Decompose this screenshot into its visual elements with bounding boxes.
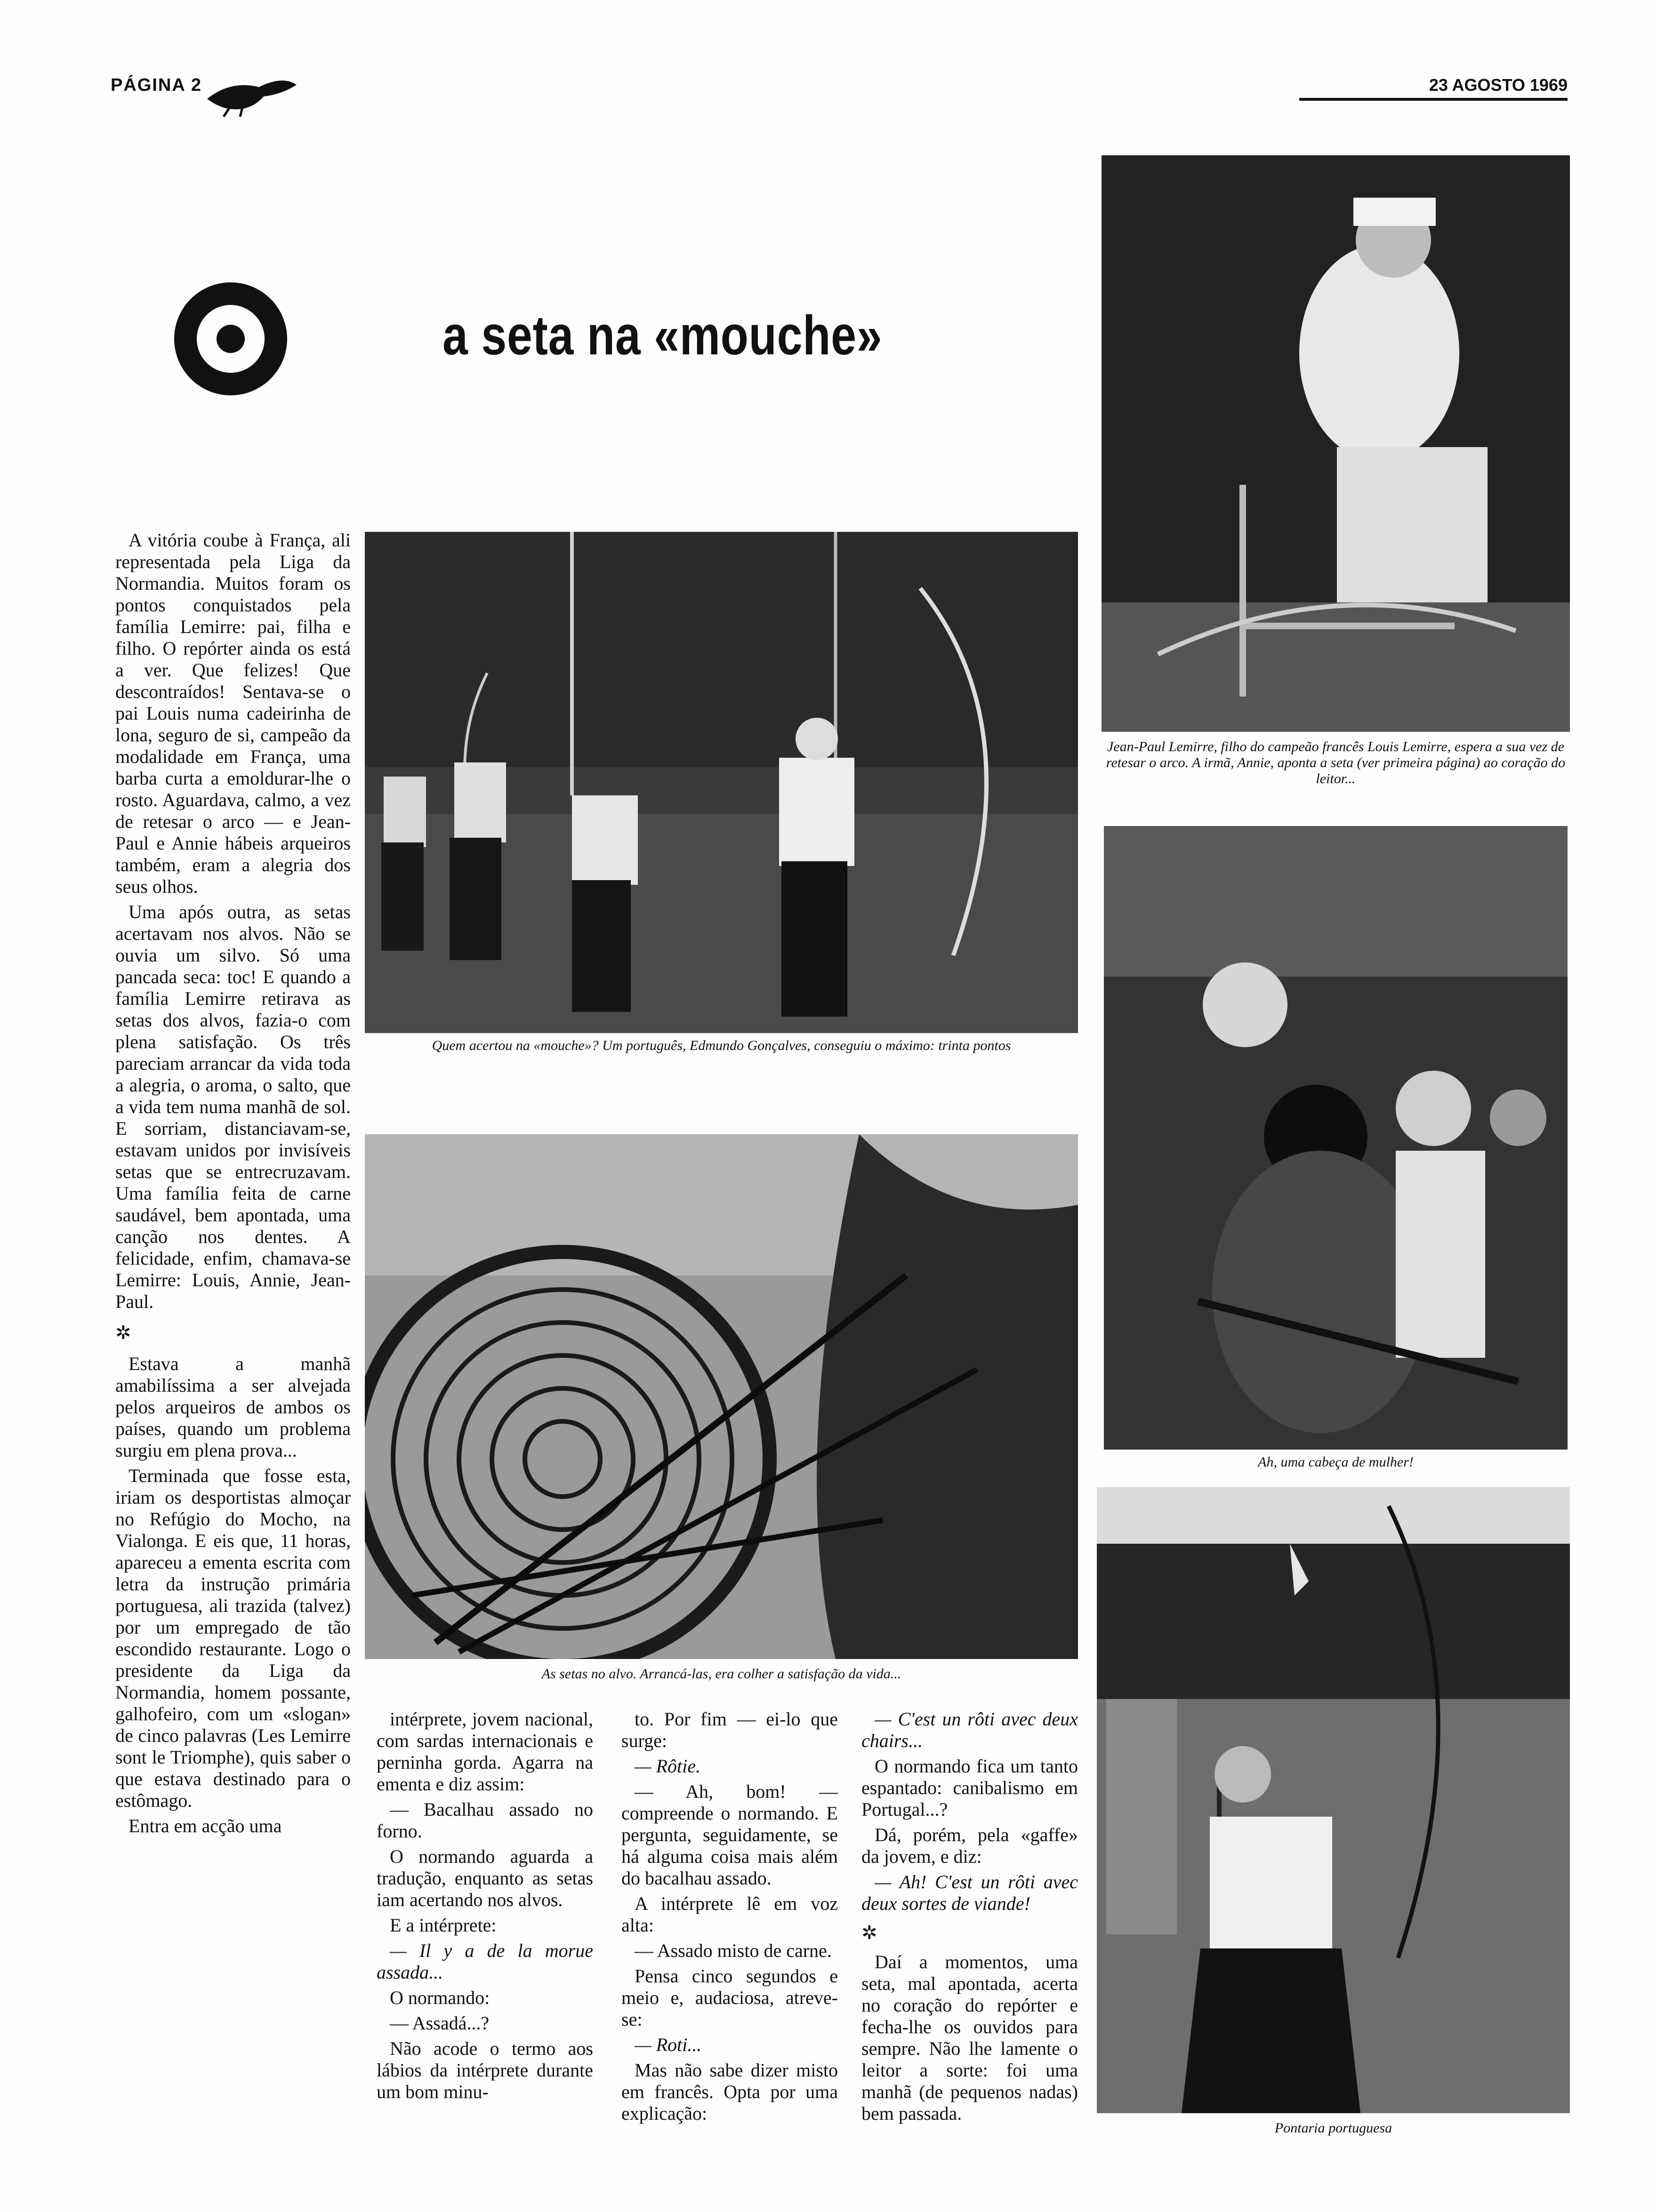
section-separator: ✲ xyxy=(861,1922,877,1943)
section-separator: ✲ xyxy=(115,1322,131,1343)
paragraph: — Roti... xyxy=(635,2034,702,2055)
page-label: PÁGINA 2 xyxy=(111,75,202,95)
paragraph: O normando aguarda a tradução, enquanto as setas iam acertando nos alvos. xyxy=(377,1846,593,1910)
caption-portuguese-archer: Pontaria portuguesa xyxy=(1274,2120,1392,2136)
paragraph: E a intérprete: xyxy=(390,1915,497,1936)
photo-portuguese-archer xyxy=(1097,1487,1570,2113)
paragraph: — Assado misto de carne. xyxy=(635,1940,832,1961)
paragraph: O normando fica um tanto espantado: canibalismo em Portugal...? xyxy=(861,1755,1078,1820)
target-emblem-icon xyxy=(174,282,287,395)
caption-seated-archer: Jean-Paul Lemirre, filho do campeão francês Louis Lemirre, espera a sua vez de retesar o arco. A irmã, Annie, aponta a seta (ver primeira página) ao coração do leitor... xyxy=(1106,739,1566,786)
bird-icon xyxy=(202,71,301,118)
issue-date: 23 AGOSTO 1969 xyxy=(1429,75,1568,95)
paragraph: intérprete, jovem nacional, com sardas internacionais e perninha gorda. Agarra na ementa e diz assim: xyxy=(377,1708,593,1795)
photo-archers xyxy=(365,532,1078,1033)
article-column-1 xyxy=(115,529,351,1841)
photo-target xyxy=(365,1134,1078,1659)
paragraph: — Ah, bom! — compreende o normando. E pergunta, seguidamente, se há alguma coisa mais além do bacalhau assado. xyxy=(621,1781,838,1889)
paragraph: — Bacalhau assado no forno. xyxy=(377,1799,593,1842)
paragraph: — C'est un rôti avec deux chairs... xyxy=(861,1708,1078,1751)
photo-spectators xyxy=(1104,826,1568,1450)
paragraph: Estava a manhã amabilíssima a ser alvejada pelos arqueiros de ambos os países, quando um problema surgiu em plena prova... xyxy=(115,1353,351,1461)
headline: a seta na «mouche» xyxy=(442,305,883,367)
paragraph: — Ah! C'est un rôti avec deux sortes de viande! xyxy=(861,1871,1078,1914)
paragraph: Uma após outra, as setas acertavam nos alvos. Não se ouvia um silvo. Só uma pancada seca: toc! E quando a família Lemirre retirava as setas dos alvos, fazia-o com plena satisfação. Os três pareciam arrancar da vida toda a alegria, o aroma, o salto, que a vida tem numa manhã de sol. E sorriam, distanciavam-se, estavam unidos por invisíveis setas que se entrecruzavam. Uma família feita de carne saudável, bem apontada, uma canção nos dentes. A felicidade, enfim, chamava-se Lemirre: Louis, Annie, Jean-Paul. xyxy=(115,901,351,1312)
paragraph: Dá, porém, pela «gaffe» da jovem, e diz: xyxy=(861,1824,1078,1867)
paragraph: Entra em acção uma xyxy=(129,1815,282,1836)
paragraph: — Rôtie. xyxy=(635,1755,700,1777)
photo-seated-archer xyxy=(1102,155,1570,732)
paragraph: A vitória coube à França, ali representada pela Liga da Normandia. Muitos foram os pontos conquistados pela família Lemirre: pai, filha e filho. O repórter ainda os está a ver. Que felizes! Que descontraídos! Sentava-se o pai Louis numa cadeirinha de lona, seguro de si, campeão da modalidade em França, uma barba curta a emoldurar-lhe o rosto. Aguardava, calmo, a vez de retesar o arco — e Jean-Paul e Annie hábeis arqueiros também, eram a alegria dos seus olhos. xyxy=(115,529,351,897)
paragraph: A intérprete lê em voz alta: xyxy=(621,1893,838,1936)
article-column-4 xyxy=(861,1708,1078,2128)
paragraph: to. Por fim — ei-lo que surge: xyxy=(621,1708,838,1751)
paragraph: Daí a momentos, uma seta, mal apontada, acerta no coração do repórter e fecha-lhe os ouvidos para sempre. Não lhe lamente o leitor a sorte: foi uma manhã (de pequenos nadas) bem passada. xyxy=(861,1951,1078,2124)
paragraph: — Il y a de la morue assada... xyxy=(377,1940,593,1983)
paragraph: O normando: xyxy=(390,1987,490,2008)
paragraph: Pensa cinco segundos e meio e, audaciosa, atreve-se: xyxy=(621,1965,838,2030)
article-column-3 xyxy=(621,1708,838,2128)
paragraph: Não acode o termo aos lábios da intérprete durante um bom minu- xyxy=(377,2038,593,2102)
caption-target: As setas no alvo. Arrancá-las, era colher a satisfação da vida... xyxy=(541,1666,901,1682)
article-column-2 xyxy=(377,1708,593,2107)
paragraph: Mas não sabe dizer misto em francês. Opta por uma explicação: xyxy=(621,2060,838,2124)
paragraph: Terminada que fosse esta, iriam os desportistas almoçar no Refúgio do Mocho, na Vialonga. E eis que, 11 horas, apareceu a ementa escrita com letra da instrução primária portuguesa, ali trazida (talvez) por um empregado de tão escondido restaurante. Logo o presidente da Liga da Normandia, homem possante, galhofeiro, com um «slogan» de cinco palavras (Les Lemirre sont le Triomphe), quis saber o que estava destinado para o estômago. xyxy=(115,1465,351,1811)
header-rule xyxy=(1299,98,1568,101)
caption-archers: Quem acertou na «mouche»? Um português, Edmundo Gonçalves, conseguiu o máximo: trinta pontos xyxy=(432,1038,1011,1053)
caption-spectators: Ah, uma cabeça de mulher! xyxy=(1258,1454,1414,1470)
paragraph: — Assadá...? xyxy=(390,2012,490,2034)
